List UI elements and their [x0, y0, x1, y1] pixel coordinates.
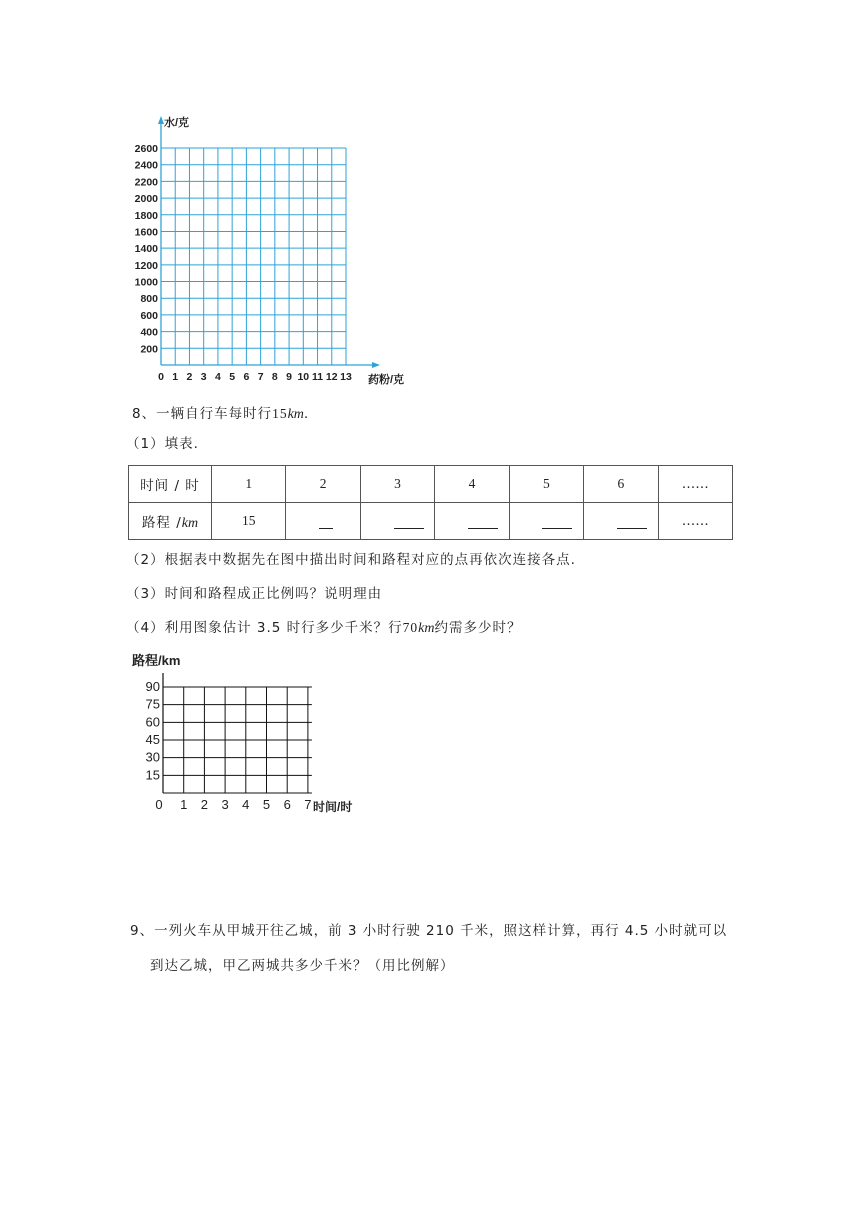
distance-blank-cell[interactable] [286, 503, 360, 540]
q8-sub4-a: （4）利用图象估计 3.5 时行多少千米？行 [126, 620, 403, 636]
distance-time-grid-chart [128, 645, 378, 820]
q8-prefix: 8、一辆自行车每时行 [132, 406, 273, 422]
q9-line2: 到达乙城，甲乙两城共多少千米？（用比例解） [150, 958, 455, 974]
question-8-title [132, 405, 309, 424]
distance-header [129, 503, 212, 540]
distance-blank-cell[interactable] [584, 503, 658, 540]
q9-line1: 9、一列火车从甲城开往乙城，前 3 小时行驶 210 千米，照这样计算，再行 4.5 小时就可以 [130, 923, 728, 939]
q8-sub1: （1）填表. [126, 436, 199, 452]
y-tick-label: 45 [145, 732, 160, 747]
y-tick-label: 1800 [134, 209, 158, 222]
x-tick-label: 5 [229, 371, 236, 383]
distance-header-text: 路程 / [141, 514, 182, 531]
y-tick-label: 2600 [134, 143, 158, 155]
q8-sub3: （3）时间和路程成正比例吗？说明理由 [126, 586, 383, 602]
time-header: 时间 / 时 [129, 466, 212, 503]
q8-speed: 15 [272, 406, 288, 421]
chart2-xlabel: 时间/时 [313, 800, 353, 814]
x-tick-label: 4 [242, 797, 250, 812]
x-tick-label: 9 [286, 371, 292, 383]
x-tick-label: 12 [325, 371, 338, 383]
y-tick-label: 2400 [134, 159, 158, 172]
answer-blank[interactable] [542, 514, 572, 529]
time-cell-ellipsis: …… [658, 466, 732, 503]
answer-blank[interactable] [394, 514, 424, 529]
y-tick-label: 1000 [134, 276, 158, 289]
time-cell: 5 [509, 466, 583, 503]
answer-blank[interactable] [468, 514, 498, 529]
x-tick-label: 1 [172, 371, 179, 383]
x-tick-label: 4 [215, 371, 221, 383]
q8-sub4-unit: km [418, 621, 435, 636]
x-tick-label: 0 [155, 797, 163, 812]
y-tick-label: 400 [140, 326, 158, 339]
x-tick-label: 8 [271, 371, 278, 383]
x-tick-label: 6 [283, 797, 291, 812]
time-cell: 6 [584, 466, 658, 503]
answer-blank[interactable] [319, 514, 333, 529]
time-distance-table [128, 465, 733, 540]
y-tick-label: 30 [145, 749, 160, 765]
x-tick-label: 3 [200, 371, 207, 383]
q8-suffix: . [303, 406, 310, 422]
table-row [129, 503, 733, 540]
q8-sub4 [126, 619, 521, 638]
chart1-xlabel: 药粉/克 [368, 374, 405, 386]
q8-unit: km [287, 407, 304, 422]
distance-blank-cell[interactable] [435, 503, 509, 540]
time-cell: 2 [286, 466, 360, 503]
x-tick-label: 13 [340, 371, 352, 383]
x-tick-label: 3 [221, 797, 229, 812]
x-tick-label: 10 [297, 371, 310, 383]
q8-sub4-num: 70 [402, 620, 419, 635]
y-tick-label: 600 [140, 309, 158, 322]
y-tick-label: 60 [145, 714, 160, 730]
x-tick-label: 7 [304, 797, 312, 812]
x-tick-label: 11 [311, 371, 324, 383]
q8-sub4-b: 约需多少时？ [434, 620, 522, 636]
y-tick-label: 2000 [134, 193, 158, 206]
y-tick-label: 75 [145, 696, 160, 712]
distance-blank-cell[interactable] [360, 503, 434, 540]
y-tick-label: 1200 [134, 259, 158, 272]
q8-sub2: （2）根据表中数据先在图中描出时间和路程对应的点再依次连接各点. [126, 552, 576, 568]
answer-blank[interactable] [617, 514, 647, 529]
y-tick-label: 15 [145, 767, 160, 783]
distance-cell-ellipsis: …… [658, 503, 732, 540]
y-tick-label: 1400 [134, 243, 158, 256]
x-tick-label: 1 [180, 797, 188, 812]
x-tick-label: 6 [243, 371, 250, 383]
chart1-ylabel: 水/克 [164, 117, 190, 129]
x-tick-label: 2 [200, 797, 209, 812]
distance-blank-cell[interactable] [509, 503, 583, 540]
water-powder-grid-chart [120, 108, 420, 390]
table-row [129, 466, 733, 503]
x-tick-label: 5 [262, 797, 271, 812]
distance-cell: 15 [212, 503, 286, 540]
y-tick-label: 90 [145, 679, 160, 694]
x-axis-arrow-icon [372, 362, 380, 368]
time-cell: 4 [435, 466, 509, 503]
x-tick-label: 2 [186, 371, 193, 383]
time-cell: 3 [360, 466, 434, 503]
time-cell: 1 [212, 466, 286, 503]
y-tick-label: 200 [140, 343, 158, 356]
x-tick-label: 7 [257, 371, 264, 383]
distance-header-unit: km [181, 515, 199, 531]
y-tick-label: 2200 [134, 176, 158, 189]
y-tick-label: 1600 [134, 226, 158, 239]
chart2-ylabel: 路程/km [132, 653, 181, 668]
x-tick-label: 0 [158, 371, 164, 383]
y-tick-label: 800 [140, 293, 158, 306]
